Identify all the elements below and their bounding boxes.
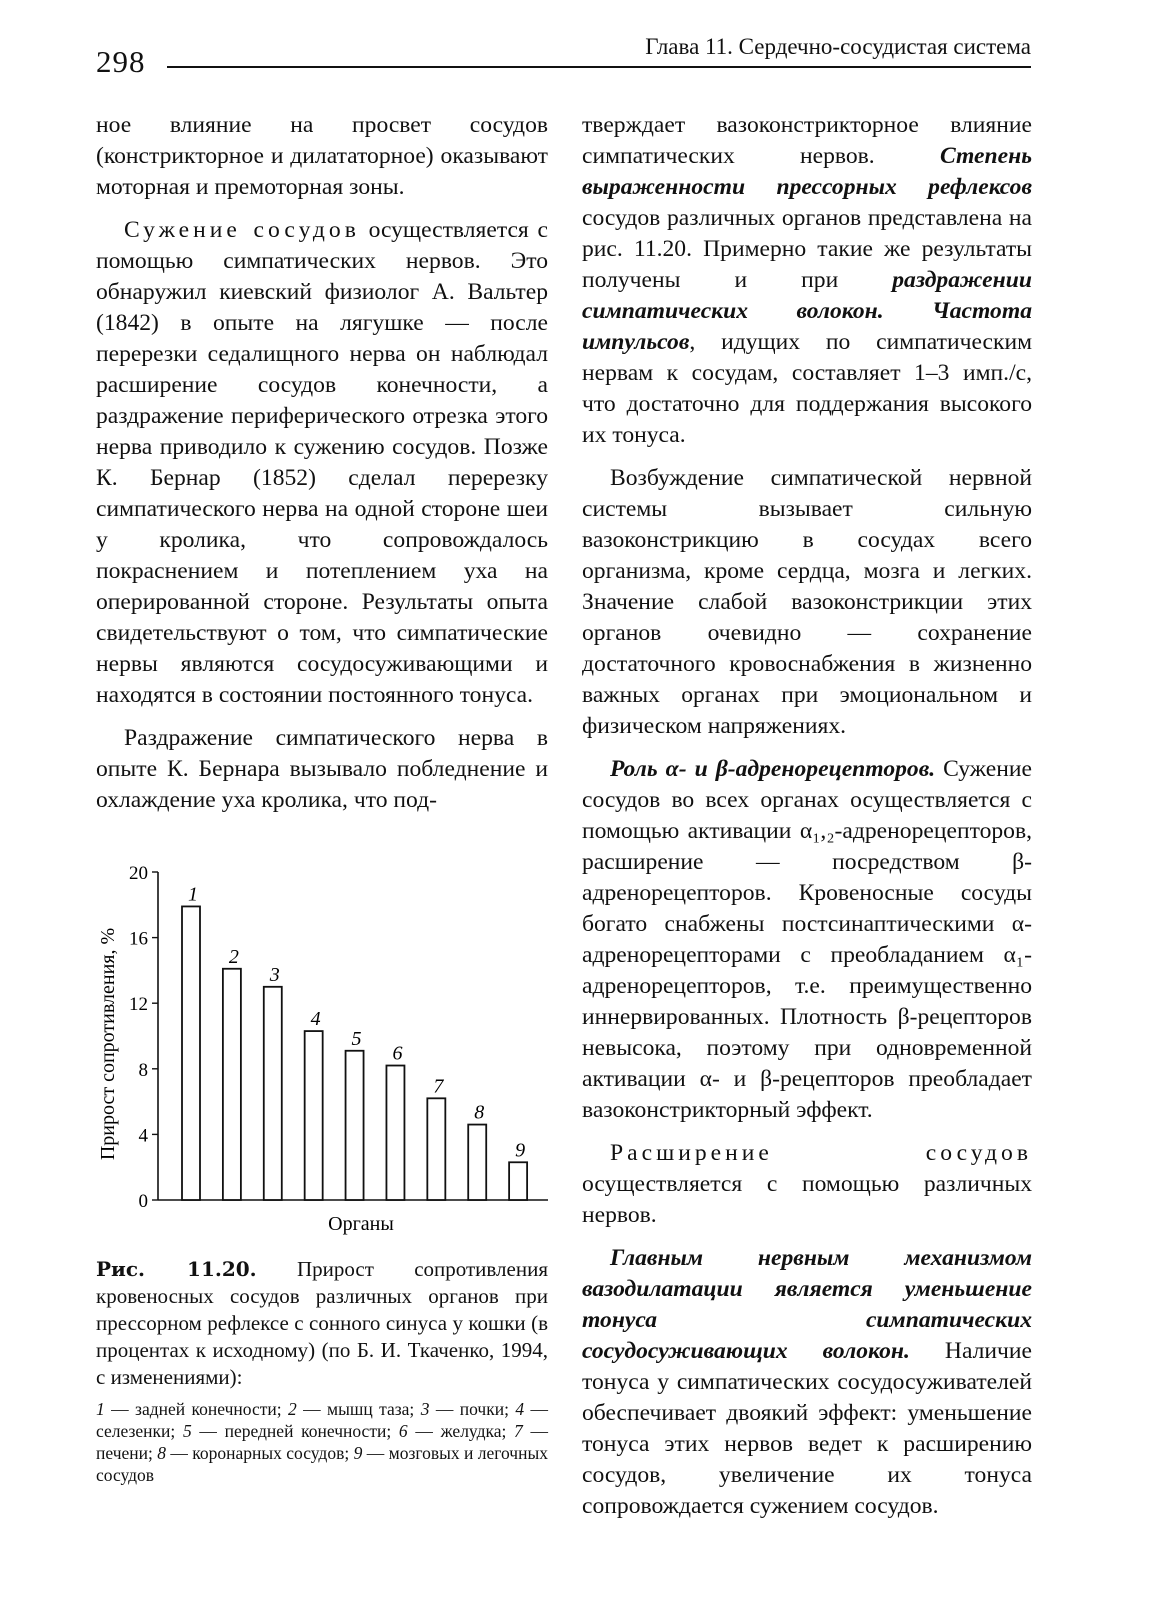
legend-text: — мозговых и легочных сосудов	[96, 1443, 548, 1485]
page-number: 298	[96, 44, 146, 79]
bar-chart	[96, 858, 548, 1248]
bar	[509, 1162, 527, 1200]
legend-number: 9	[353, 1443, 363, 1463]
y-axis-label: Прирост сопротивления, %	[97, 927, 119, 1161]
bar-label: 5	[351, 1027, 362, 1050]
legend-number: 6	[398, 1421, 408, 1441]
legend-text: — мышц таза;	[296, 1399, 421, 1419]
bar-label: 3	[269, 963, 280, 986]
bar	[386, 1066, 404, 1200]
legend-number: 2	[288, 1399, 297, 1419]
right-paragraph-5	[582, 1243, 1032, 1522]
emphasis: Роль α- и β-адренорецепторов.	[610, 756, 936, 782]
legend-number: 5	[182, 1421, 192, 1441]
text-run: , идущих по симпатическим нервам к сосудам, составляет 1–3 имп./с, что достаточно для поддержания высокого их тонуса.	[582, 329, 1032, 448]
y-tick-label: 16	[129, 928, 148, 950]
right-column	[582, 110, 1032, 1534]
legend-text: — почки;	[429, 1399, 516, 1419]
legend-number: 8	[157, 1443, 166, 1463]
spaced-term: Расширение сосудов	[610, 1140, 1032, 1166]
text-run: сосудов различных органов представлена на рис. 11.20. Примерно такие же результаты получены и при	[582, 205, 1032, 293]
left-paragraph-2-text: осуществляется с помощью симпатических нервов. Это обнаружил киевский физиолог А. Вальтер (1842) в опыте на лягушке — после перерезки седалищного нерва он наблюдал расширение сосудов конечности, а раздражение периферического отрезка этого нерва приводило к сужению сосудов. Позже К. Бернар (1852) сделал перерезку симпатического нерва на одной стороне шеи у кролика, что сопровождалось покраснением и потеплением уха на оперированной стороне. Результаты опыта свидетельствуют о том, что симпатические нервы являются сосудосуживающими и находятся в состоянии постоянного тонуса.	[96, 217, 548, 708]
y-tick-label: 20	[129, 863, 148, 884]
legend-text: — задней конечности;	[104, 1399, 288, 1419]
bar-label: 4	[310, 1008, 321, 1031]
right-paragraph-2: Возбуждение симпатической нервной системы вызывает сильную вазоконстрикцию в сосудах всего организма, кроме сердца, мозга и легких. Значение слабой вазоконстрикции этих органов очевидно — сохранение достаточного кровоснабжения в жизненно важных органах при эмоциональном и физическом напряжениях.	[582, 465, 1032, 739]
bar	[427, 1098, 445, 1200]
bar-label: 8	[474, 1101, 485, 1124]
legend-text: — селезенки;	[96, 1399, 549, 1441]
left-column	[96, 110, 548, 828]
bar	[468, 1125, 486, 1200]
legend-number: 4	[515, 1399, 525, 1419]
left-paragraph-1: ное влияние на просвет сосудов (констрикторное и дилататорное) оказывают моторная и премоторная зоны.	[96, 112, 548, 200]
text-run: тверждает вазоконстрикторное влияние симпатических нервов.	[582, 112, 1032, 169]
bar-label: 2	[228, 945, 239, 968]
caption-text: Прирост сопротивления кровеносных сосудов различных органов при прессорном рефлексе с сонного синуса у кошки (в процентах к исходному) (по Б. И. Ткаченко, 1994, с изменениями):	[96, 1257, 548, 1389]
bar-label: 7	[433, 1075, 444, 1098]
spaced-term: Сужение сосудов	[124, 217, 360, 243]
figure-11-20	[96, 858, 548, 1248]
bar-label: 9	[515, 1139, 526, 1162]
bar	[223, 969, 241, 1200]
emphasis: Главным нервным механизмом вазодилатации является уменьшение тонуса симпатических сосудосуживающих волокон.	[582, 1245, 1032, 1364]
figure-caption	[96, 1256, 548, 1391]
emphasis: Степень выраженности прессорных рефлексов	[582, 143, 1032, 200]
legend-text: — печени;	[96, 1421, 548, 1463]
right-paragraph-4	[582, 1138, 1032, 1231]
right-paragraph-3	[582, 754, 1032, 1126]
text-run: Наличие тонуса у симпатических сосудосуживателей обеспечивает двоякий эффект: уменьшение тонуса этих нервов ведет к расширению сосудов, увеличение их тонуса сопровождается сужением сосудов.	[582, 1338, 1033, 1519]
left-paragraph-2	[96, 215, 548, 711]
legend-text: — коронарных сосудов;	[166, 1443, 354, 1463]
caption-label: Рис. 11.20.	[96, 1257, 257, 1281]
y-tick-label: 0	[138, 1191, 148, 1212]
bar	[182, 906, 200, 1200]
y-tick-label: 12	[129, 994, 148, 1016]
legend-text: — желудка;	[407, 1421, 515, 1441]
legend-number: 1	[96, 1399, 105, 1419]
header-rule	[167, 66, 1031, 68]
bar-label: 6	[392, 1042, 403, 1065]
y-tick-label: 8	[138, 1059, 148, 1081]
bar	[346, 1051, 364, 1200]
y-tick-label: 4	[138, 1125, 148, 1147]
bar	[305, 1031, 323, 1200]
legend-number: 3	[420, 1399, 430, 1419]
figure-legend	[96, 1398, 548, 1486]
emphasis: раздражении симпатических волокон. Частота импульсов	[582, 267, 1032, 355]
right-paragraph-1	[582, 110, 1032, 451]
legend-text: — передней конечности;	[191, 1421, 399, 1441]
text-run: осуществляется с помощью различных нервов.	[582, 1171, 1032, 1228]
bar	[264, 987, 282, 1200]
left-paragraph-3: Раздражение симпатического нерва в опыте К. Бернара вызывало побледнение и охлаждение уха кролика, что под-	[96, 725, 548, 813]
text-run: Сужение сосудов во всех органах осуществляется с помощью активации α₁,₂-адренорецепторов, расширение — посредством β-адренорецепторов. Кровеносные сосуды богато снабжены постсинаптическими α-адренорецепторами с преобладанием α₁-адренорецепторов, т.е. преимущественно иннервированных. Плотность β-рецепторов невысока, поэтому при одновременной активации α- и β-рецепторов преобладает вазоконстрикторный эффект.	[582, 756, 1032, 1123]
x-axis-label: Органы	[328, 1213, 394, 1235]
running-head: Глава 11. Сердечно-сосудистая система	[645, 34, 1031, 59]
bar-label: 1	[188, 883, 198, 906]
legend-number: 7	[514, 1421, 523, 1441]
